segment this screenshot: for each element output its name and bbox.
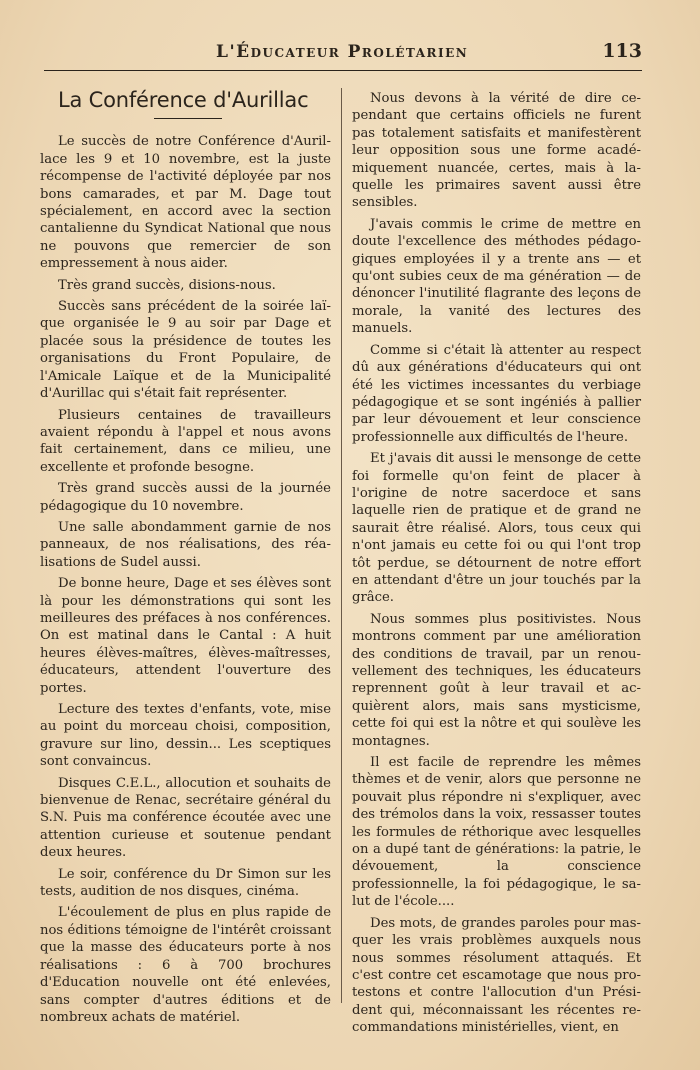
left-column xyxy=(40,90,331,1030)
paragraph: Plusieurs centaines de travailleurs avaient répondu à l'appel et nous avons fait certainement, dans ce milieu, une excellente et profonde besogne. xyxy=(40,407,331,475)
paragraph: Des mots, de grandes paroles pour masquer les vrais problèmes auxquels nous nous sommes résolument attaqués. Et c'est contre cet escamotage que nous protestons et contre l'allocution d'un Président qui, méconnaissant les récentes recommandations ministérielles, vient, en xyxy=(352,915,641,1036)
paragraph: Et j'avais dit aussi le mensonge de cette foi formelle qu'on feint de placer à l'origine de notre sacerdoce et sans laquelle rien de pratique et de grand ne saurait être réalisé. Alors, tous ceux qui n'ont jamais eu cette foi ou qui l'ont trop tôt perdue, se détournent de notre effort en attendant d'être un jour touchés par la grâce. xyxy=(352,451,641,606)
article-title: La Conférence d'Aurillac xyxy=(58,88,309,112)
paragraph: Très grand succès aussi de la journée pédagogique du 10 novembre. xyxy=(40,481,331,514)
journal-title: L'Éducateur Prolétarien xyxy=(216,42,469,62)
paragraph: Le soir, conférence du Dr Simon sur les tests, audition de nos disques, cinéma. xyxy=(40,866,331,900)
paragraph: Très grand succès, disions-nous. xyxy=(58,277,276,293)
column-divider xyxy=(341,88,342,1003)
paragraph: Nous devons à la vérité de dire cependant que certains officiels ne furent pas totalement satisfaits et manifestèrent leur opposition sous une forme académiquement nuancée, certes, mais à laquelle les primaires savent aussi être sensibles. xyxy=(352,91,641,211)
running-header xyxy=(44,36,642,71)
paragraph: Disques C.E.L., allocution et souhaits de bienvenue de Renac, secrétaire général du S.N. Puis ma conférence écoutée avec une attention curieuse et soutenue pendant deux heures. xyxy=(40,775,331,861)
title-rule xyxy=(154,118,222,119)
paragraph: L'écoulement de plus en plus rapide de nos éditions témoigne de l'intérêt croissant que la masse des éducateurs porte à nos réalisations : 6 à 700 brochures d'Education nouvelle ont été enlevées, sans compter d'autres éditions et de nombreux achats de matériel. xyxy=(40,905,331,1025)
paragraph: De bonne heure, Dage et ses élèves sont là pour les démonstrations qui sont les meilleures des préfaces à nos conférences. On est matinal dans le Cantal : A huit heures élèves-maîtres, élèves-maîtresses, éducateurs, attendent l'ouverture des portes. xyxy=(40,576,331,696)
paragraph: Il est facile de reprendre les mêmes thèmes et de venir, alors que personne ne pouvait plus répondre ni s'expliquer, avec des trémolos dans la voix, ressasser toutes les formules de réthorique avec lesquelles on a dupé tant de générations: la patrie, le dévouement, la conscience professionnelle, la foi pédagogique, le salut de l'école.... xyxy=(352,755,641,910)
right-column xyxy=(352,90,641,1041)
paragraph: Lecture des textes d'enfants, vote, mise au point du morceau choisi, composition, gravure sur lino, dessin... Les sceptiques sont convaincus. xyxy=(40,702,331,770)
paragraph: Une salle abondamment garnie de nos panneaux, de nos réalisations, des réalisations de Sudel aussi. xyxy=(40,519,331,570)
paragraph: Le succès de notre Conférence d'Aurillace les 9 et 10 novembre, est la juste récompense de l'activité déployée par nos bons camarades, et par M. Dage tout spécialement, en accord avec la section cantalienne du Syndicat National que nous ne pouvons que remercier de son empressement à nous aider. xyxy=(40,134,331,272)
page-number: 113 xyxy=(602,40,642,62)
paragraph: J'avais commis le crime de mettre en doute l'excellence des méthodes pédagogiques employées il y a trente ans — et qu'ont subies ceux de ma génération — de dénoncer l'inutilité flagrante des leçons de morale, la vanité des lectures des manuels. xyxy=(352,216,641,337)
paragraph: Succès sans précédent de la soirée laïque organisée le 9 au soir par Dage et placée sous la présidence de toutes les organisations du Front Populaire, de l'Amicale Laïque et de la Municipalité d'Aurillac qui s'était fait représenter. xyxy=(40,299,331,402)
paragraph: Comme si c'était là attenter au respect dû aux générations d'éducateurs qui ont été les victimes incessantes du verbiage pédagogique et se sont ingéniés à pallier par leur dévouement et leur conscience professionnelle aux difficultés de l'heure. xyxy=(352,342,641,445)
paragraph: Nous sommes plus positivistes. Nous montrons comment par une amélioration des conditions de travail, par un renouvellement des techniques, les éducateurs reprennent goût à leur travail et acquièrent alors, mais sans mysticisme, cette foi qui est la nôtre et qui soulève les montagnes. xyxy=(352,611,641,749)
